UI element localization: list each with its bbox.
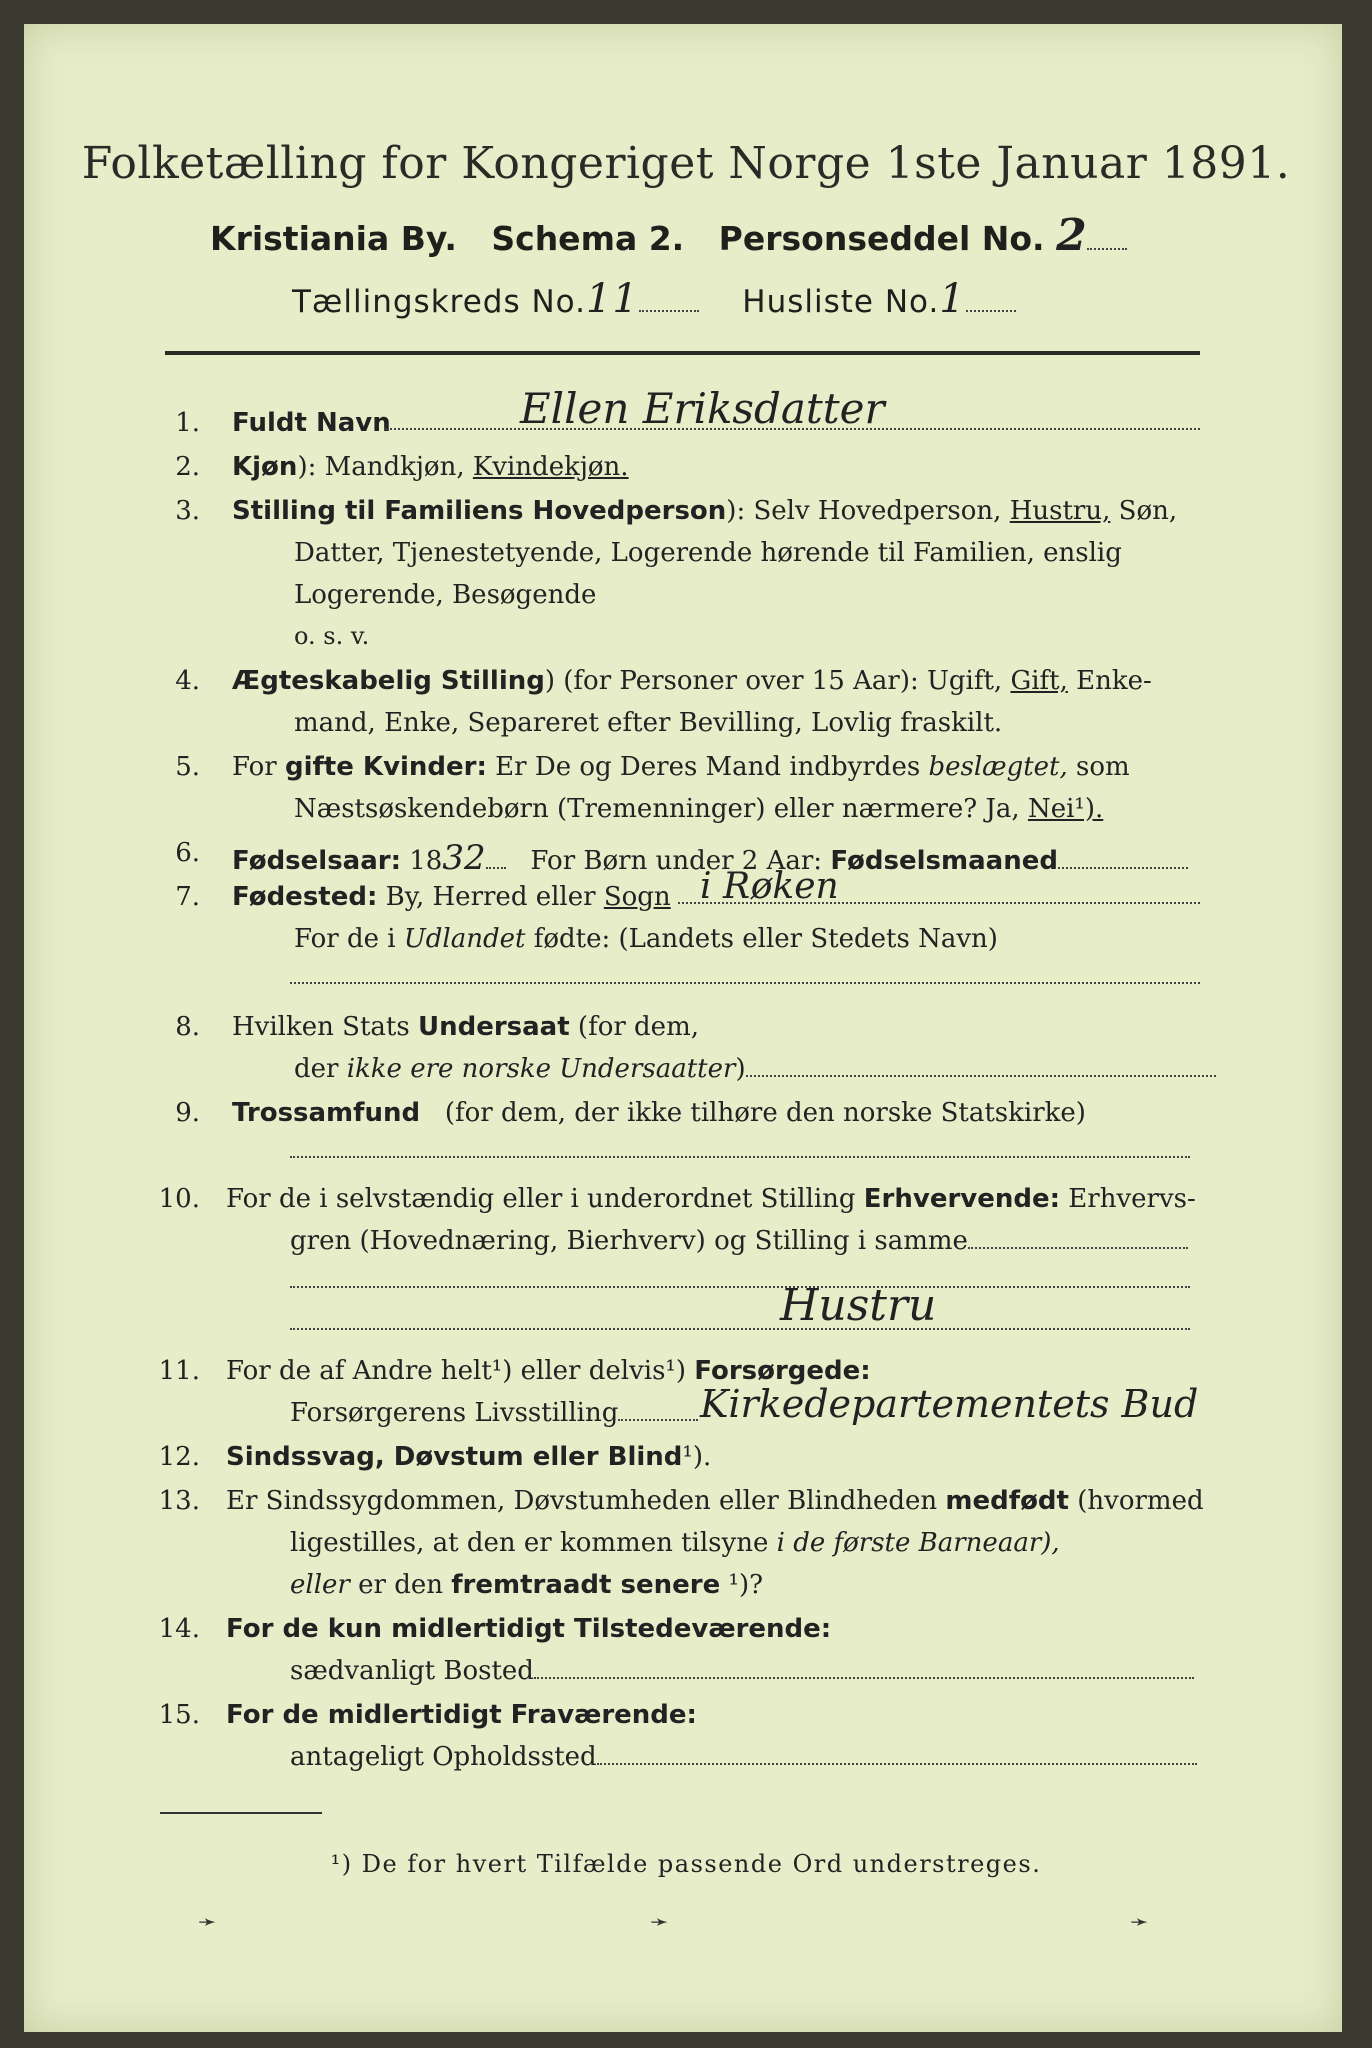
registration-mark-left: ➛ [198,1910,217,1935]
kreds-line [292,276,1016,322]
provider-value: Kirkedepartementets Bud [700,1382,1199,1426]
registration-mark-right: ➛ [1130,1910,1149,1935]
form-title: Folketælling for Kongeriget Norge 1ste Januar 1891. [81,138,1291,189]
option-gift: Gift, [1010,666,1068,696]
birth-year-value: 32 [442,838,486,878]
personseddel-label: Personseddel No. [718,219,1045,258]
birthplace-value: i Røken [700,866,839,907]
option-nei: Nei¹). [1027,794,1104,824]
option-kvindekjon: Kvindekjøn. [472,452,629,482]
footnote: ¹) De for hvert Tilfælde passende Ord understreges. [330,1850,1042,1878]
kreds-label: Tællingskreds No. [292,284,586,320]
full-name-label: Fuldt Navn [232,408,391,438]
kreds-number: 11 [585,276,639,322]
occupation-value: Hustru [780,1280,937,1331]
personseddel-number: 2 [1056,210,1087,261]
city-label: Kristiania By. [210,219,457,258]
option-hustru: Hustru, [1009,496,1111,526]
footnote-rule [160,1812,322,1814]
header-line [210,210,1127,261]
husliste-label: Husliste No. [742,284,940,320]
schema-label: Schema 2. [491,219,685,258]
husliste-number: 1 [939,276,966,322]
full-name-value: Ellen Eriksdatter [520,384,885,433]
registration-mark-center: ➛ [650,1910,669,1935]
header-rule [165,351,1200,355]
